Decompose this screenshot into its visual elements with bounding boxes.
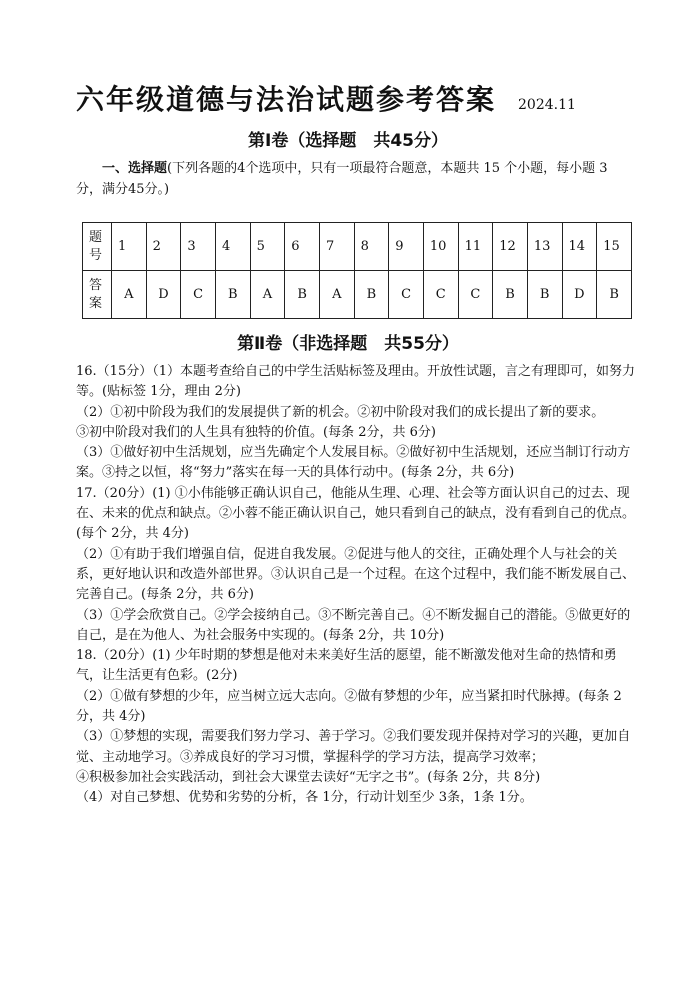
question-number: 1 [112, 223, 147, 271]
question-number: 5 [250, 223, 285, 271]
question-number-row [83, 223, 632, 271]
answer-line: （2）①有助于我们增强自信，促进自我发展。②促进与他人的交往，正确处理个人与社会的关系，更好地认识和改造外部世界。③认识自己是一个过程。在这个过程中，我们能不断发展自己、完善自己。(每条 2分，共 6分) [76, 546, 636, 603]
question-number: 11 [458, 223, 493, 271]
question-number: 7 [319, 223, 354, 271]
question-number: 3 [181, 223, 216, 271]
answer-line: 17.（20分）(1) ①小伟能够正确认识自己，他能从生理、心理、社会等方面认识自己的过去、现在、未来的优点和缺点。②小蓉不能正确认识自己，她只看到自己的缺点，没有看到自己的优点。(每个 2分，共 4分) [76, 485, 636, 542]
answer-cell: B [354, 271, 389, 319]
row-label-question: 题 号 [83, 223, 112, 271]
answer-cell: B [597, 271, 632, 319]
question-number: 15 [597, 223, 632, 271]
answer-line: 16.（15分）（1）本题考查给自己的中学生活贴标签及理由。开放性试题，言之有理即可，如努力等。(贴标签 1分，理由 2分) [76, 364, 635, 400]
question-number: 14 [562, 223, 597, 271]
intro-lead: 一、选择题 [102, 161, 168, 176]
answer-cell: D [562, 271, 597, 319]
answer-line: （2）①做有梦想的少年，应当树立远大志向。②做有梦想的少年，应当紧扣时代脉搏。(每条 2分，共 4分) [76, 688, 622, 725]
question-number: 6 [285, 223, 320, 271]
answer-cell: D [146, 271, 181, 319]
intro-text: (下列各题的4个选项中，只有一项最符合题意，本题共 15 个小题，每小题 3 分，满分45分。) [76, 161, 608, 197]
answer-cell: B [285, 271, 320, 319]
question-number: 2 [146, 223, 181, 271]
part2-heading: 第Ⅱ卷（非选择题 共55分） [237, 334, 459, 354]
answer-cell: A [319, 271, 354, 319]
answer-line: （4）对自己梦想、优势和劣势的分析，各 1分，行动计划至少 3条，1条 1分。 [76, 790, 533, 806]
question-number: 9 [389, 223, 424, 271]
answer-cell: A [250, 271, 285, 319]
exam-date: 2024.11 [518, 97, 576, 113]
answer-table [82, 222, 632, 319]
answer-row [83, 271, 632, 319]
page-title: 六年级道德与法治试题参考答案 [76, 83, 497, 116]
answer-cell: A [112, 271, 147, 319]
answer-line: （3）①学会欣赏自己。②学会接纳自己。③不断完善自己。④不断发掘自己的潜能。⑤做更好的自己，是在为他人、为社会服务中实现的。(每条 2分，共 10分) [76, 607, 631, 643]
question-number: 10 [423, 223, 458, 271]
title-row [76, 78, 636, 118]
question-number: 4 [215, 223, 250, 271]
answer-line: ③初中阶段对我们的人生具有独特的价值。(每条 2分，共 6分) [76, 424, 436, 440]
question-number: 12 [493, 223, 528, 271]
answer-line: （3）①梦想的实现，需要我们努力学习、善于学习。②我们要发现并保持对学习的兴趣，更加自觉、主动地学习。③养成良好的学习习惯，掌握科学的学习方法，提高学习效率； [76, 729, 631, 765]
answer-cell: B [215, 271, 250, 319]
row-label-answer: 答 案 [83, 271, 112, 319]
answer-cell: B [527, 271, 562, 319]
question-number: 8 [354, 223, 389, 271]
part1-heading: 第Ⅰ卷（选择题 共45分） [248, 131, 448, 151]
answer-cell: B [493, 271, 528, 319]
answer-line: 18.（20分）(1) 少年时期的梦想是他对未来美好生活的愿望，能不断激发他对生命的热情和勇气，让生活更有色彩。(2分) [76, 648, 617, 684]
answer-line: ④积极参加社会实践活动，到社会大课堂去读好“无字之书”。(每条 2分，共 8分) [76, 769, 541, 785]
part1-instructions [76, 158, 636, 200]
answer-line: （3）①做好初中生活规划，应当先确定个人发展目标。②做好初中生活规划，还应当制订行动方案。③持之以恒，将“努力”落实在每一天的具体行动中。(每条 2分，共 6分) [76, 445, 631, 481]
answer-cell: C [423, 271, 458, 319]
answer-cell: C [389, 271, 424, 319]
answer-cell: C [181, 271, 216, 319]
part2-answers [76, 362, 636, 809]
answer-line: （2）①初中阶段为我们的发展提供了新的机会。②初中阶段对我们的成长提出了新的要求。 [76, 404, 605, 420]
answer-cell: C [458, 271, 493, 319]
question-number: 13 [527, 223, 562, 271]
